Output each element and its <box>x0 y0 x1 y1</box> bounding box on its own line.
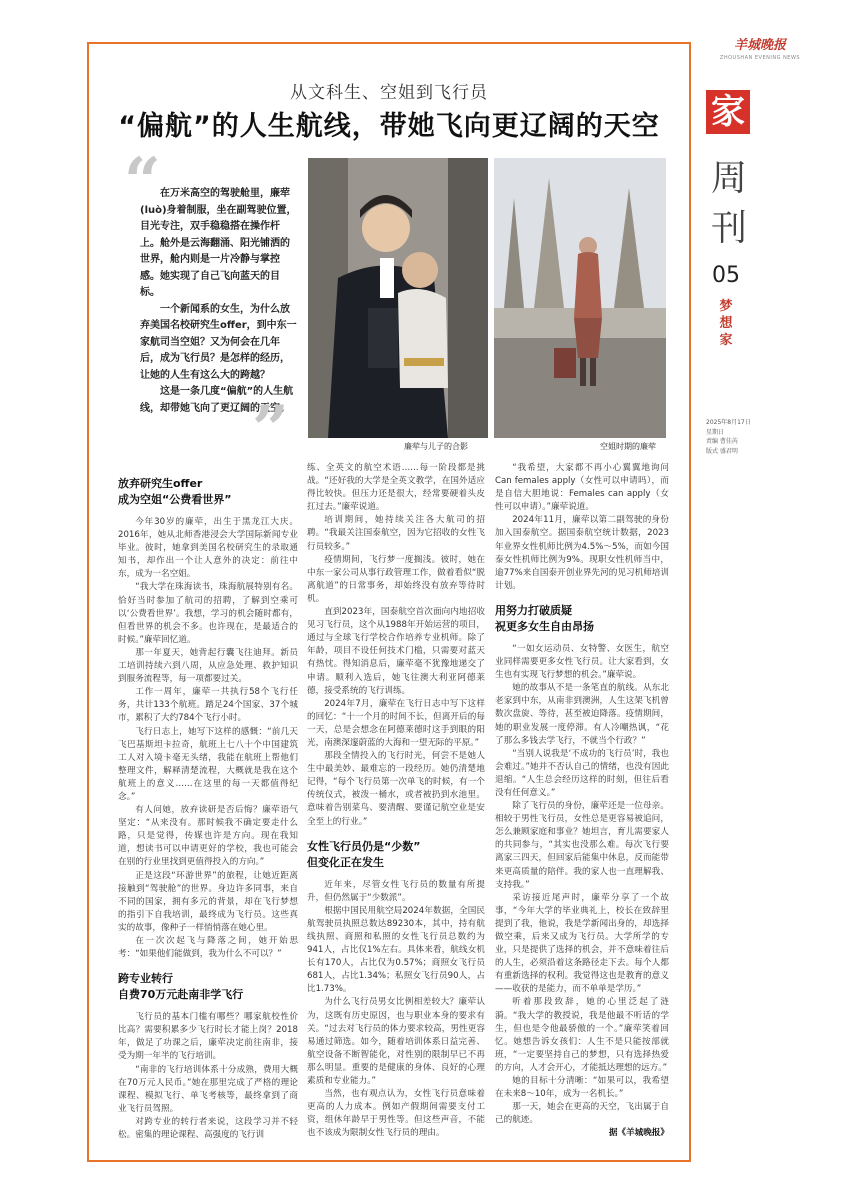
article-column-3 <box>495 462 669 1141</box>
photo-flight-attendant <box>494 158 666 438</box>
section-heading: 跨专业转行 自费70万元赴南非学飞行 <box>118 972 244 1002</box>
body-paragraph: 她的故事从不是一条笔直的航线。从东北老家到中东，从南非到澳洲，人生这架飞机曾数次盘旋、等待，甚至被迫降落。疫情期间，她的职业发展一度停滞。有人冷嘲热讽，“花了那么多钱去学飞行，不就当个行政？” <box>495 683 669 746</box>
body-paragraph: 对跨专业的转行者来说，这段学习并不轻松。密集的理论课程、高强度的飞行训 <box>118 1116 298 1141</box>
body-paragraph: 那一年夏天，她背起行囊飞往迪拜。新员工培训持续六到八周，从应急处理、救护知识到服务流程等，每一项都要过关。 <box>118 647 298 685</box>
body-paragraph: 当然，也有观点认为，女性飞行员意味着更高的人力成本。例如产假期间需要支付工资，组休年龄早于男性等。但这些声音，不能也不该成为限制女性飞行员的理由。 <box>307 1089 485 1139</box>
lead-paragraphs <box>140 186 298 417</box>
body-paragraph: 培训期间，她持续关注各大航司的招聘。“我最关注国泰航空，因为它招收的女性飞行员较多。” <box>307 515 485 552</box>
newspaper-logo-en: ZHOUSHAN EVENING NEWS <box>719 55 801 61</box>
source-signature: 据《羊城晚报》 <box>608 1128 669 1139</box>
issue-layout: 版式 盛君明 <box>706 447 738 455</box>
article-subtitle: 从文科生、空姐到飞行员 <box>290 83 488 103</box>
body-paragraph: 根据中国民用航空局2024年数据，全国民航驾驶员执照总数达89230本，其中，持有航线执照、商照和私照的女性飞行员总数约为941人，占比仅1%左右。具体来看，航线女机长有170人，占比仅为0.57%；商照女飞行员681人，占比1.34%；私照女飞行员90人，占比1.73%。 <box>307 905 485 995</box>
body-paragraph: 为什么飞行员男女比例相差较大？廉荦认为，这既有历史原因，也与职业本身的要求有关。“过去对飞行员的体力要求较高，男性更容易通过筛选。如今，随着培训体系日益完善、航空设备不断智能化，对性别的限制早已不再那么明显。重要的是健康的身体、良好的心理素质和专业能力。” <box>307 997 485 1087</box>
body-paragraph: 飞行日志上，她写下这样的感慨：“前几天飞巴基斯坦卡拉奇，航班上七八十个中国建筑工人对入境卡毫无头绪，我能在航班上帮他们整理文件，解释清楚流程，大概就是我在这个航班上的意义……在这里的每一天都值得纪念。” <box>118 726 298 802</box>
body-paragraph: 直到2023年，国泰航空首次面向内地招收见习飞行员，这个从1988年开始运营的项目，通过与全球飞行学校合作培养专业机师。除了年龄，项目不设任何技术门槛，只需要对蓝天有热忱。得知消息后，廉荦毫不犹豫地递交了申请。顺利入选后，她飞往澳大利亚阿德莱德，接受系统的飞行训练。 <box>307 607 485 696</box>
body-paragraph: 工作一周年，廉荦一共执行58个飞行任务，共计133个航班。踏足24个国家、37个城市，累积了大约784个飞行小时。 <box>118 687 298 724</box>
photo-mother-and-son <box>308 158 488 438</box>
body-paragraph: 采访接近尾声时，廉荦分享了一个故事，“今年大学的毕业典礼上，校长在致辞里提到了我，他说，我是学新闻出身的，却选择做空乘，后来又成为飞行员。大学所学的专业，只是提供了选择的机会，并不意味着往后的人生，必须沿着这条路径走下去。每个人都有重新选择的权利。我觉得这也是教育的意义——收获的是能力，而不单单是学历。” <box>495 892 669 995</box>
body-paragraph: 飞行员的基本门槛有哪些？哪家航校性价比高？需要积累多少飞行时长才能上岗？2018年，做足了功课之后，廉荦决定前往南非，接受为期一年半的飞行培训。 <box>118 1012 298 1062</box>
supplement-char-issue: 刊 <box>710 208 747 249</box>
body-paragraph: 练、全英文的航空术语……每一阶段都是挑战。“还好我的大学是全英文教学，在国外适应得比较快。但压力还是很大，经常要硬着头皮扛过去。”廉荦说道。 <box>307 463 485 513</box>
body-paragraph: “南非的飞行培训体系十分成熟，费用大概在70万元人民币。”她在那里完成了严格的理论课程、模拟飞行、单飞考核等，最终拿到了商业飞行员驾照。 <box>118 1064 298 1114</box>
quote-open-icon: “ <box>124 144 161 219</box>
article-column-2 <box>307 462 485 1141</box>
lead-paragraph: 一个新闻系的女生，为什么放弃美国名校研究生offer，到中东一家航司当空姐？又为何会在几年后，成为飞行员？是怎样的经历，让她的人生有这么大的跨越？ <box>140 303 297 381</box>
body-paragraph: 正是这段“环游世界”的旅程，让她近距离接触到“驾驶舱”的世界。身边许多同事，来自不同的国家，拥有多元的背景，却在飞行梦想的指引下自我培训，最终成为飞行员。这些真实的故事，像种子一样悄悄落在她心里。 <box>118 870 298 933</box>
lead-paragraph: 在万米高空的驾驶舱里，廉荦(luò)身着制服，坐在副驾驶位置，目光专注，双手稳稳搭在操作杆上。舱外是云海翻涌、阳光铺洒的世界，舱内则是一片冷静与掌控感。她实现了自己飞向蓝天的目标。 <box>140 188 297 298</box>
body-paragraph: 那段全情投入的飞行时光，何尝不是她人生中最美妙、最难忘的一段经历。她仍清楚地记得，“每个飞行员第一次单飞的时候，有一个传统仪式，被泼一桶水，或者被扔到水池里。意味着告别菜鸟、要清醒、要谨记航空业是安全至上的行业。” <box>307 751 485 827</box>
section-char: 想 <box>719 316 733 331</box>
body-paragraph: 有人问她，放弃读研是否后悔？廉荦语气坚定：“从来没有。那时候我不确定要走什么路，只是觉得，传媒也许是方向。现在我知道，想读书可以申请更好的学校，我也可能会在别的行业里找到更值得投入的方向。” <box>118 805 298 868</box>
lead-paragraph: 这是一条几度“偏航”的人生航线，却带她飞向了更辽阔的天空。 <box>140 386 294 414</box>
body-paragraph: “当别人说我是‘不成功的飞行员’时，我也会难过。”她并不否认自己的情绪，也没有因此退缩。“人生总会经历这样的时刻，但往后看没有任何意义。” <box>495 748 669 798</box>
body-paragraph: 今年30岁的廉荦，出生于黑龙江大庆。2016年，她从北师香港浸会大学国际新闻专业毕业。彼时，她拿到美国名校研究生的录取通知书，却作出一个让人意外的决定：前往中东，成为一名空姐。 <box>118 517 298 580</box>
photo-mother-and-son-illustration <box>308 158 488 438</box>
section-char: 家 <box>719 333 733 348</box>
photo-caption: 空姐时期的廉荦 <box>600 442 656 451</box>
masthead <box>710 34 810 62</box>
supplement-char-home: 家 <box>706 90 750 134</box>
supplement-char-week: 周 <box>710 158 747 199</box>
section-heading: 女性飞行员仍是“少数” 但变化正在发生 <box>307 839 421 869</box>
photo-flight-attendant-illustration <box>494 158 666 438</box>
section-heading: 放弃研究生offer 成为空姐“公费看世界” <box>118 477 232 506</box>
body-paragraph: “我希望，大家都不再小心翼翼地询问Can females apply（女性可以申请吗），而是自信大胆地说：Females can apply（女性可以申请）。”廉荦说道。 <box>495 463 669 513</box>
body-paragraph: 在一次次起飞与降落之间，她开始思考：“如果他们能做到，我为什么不可以？” <box>118 936 298 960</box>
body-paragraph: 疫情期间，飞行梦一度搁浅。彼时，她在中东一家公司从事行政管理工作，做着看似“脱离航道”的日常事务，却始终没有放弃等待时机。 <box>307 554 485 604</box>
body-paragraph: 2024年11月，廉荦以第二副驾驶的身份加入国泰航空。据国泰航空统计数据，2023年业界女性机师比例为4.5%～5%，而如今国泰女性机师比例为9%。现职女性机师当中，逾77%来自国泰开创业界先河的见习机师培训计划。 <box>495 515 669 591</box>
body-paragraph: 她的目标十分清晰：“如果可以，我希望在未来8～10年，成为一名机长。” <box>495 1076 669 1100</box>
body-paragraph: “一如女运动员、女特警、女医生，航空业同样需要更多女性飞行员。让大家看到，女生也有实现飞行梦想的机会。”廉荦说。 <box>495 643 669 681</box>
article-title: “偏航”的人生航线，带她飞向更辽阔的天空 <box>118 111 660 142</box>
photo-caption: 廉荦与儿子的合影 <box>404 442 468 451</box>
body-paragraph: 2024年7月，廉荦在飞行日志中写下这样的回忆：“十一个月的时间不长，但离开后的每一天，总是会想念在阿德莱德时这手到眼的阳光，南澳深邃蔚蓝的大海和一望无际的平原。” <box>307 698 485 748</box>
section-char: 梦 <box>719 299 733 314</box>
issue-info <box>706 418 751 456</box>
body-paragraph: 近年来，尽管女性飞行员的数量有所提升，但仍然属于“少数派”。 <box>307 879 485 903</box>
newspaper-logo: 羊城晚报 <box>733 38 786 53</box>
quote-close-icon: ” <box>252 392 289 467</box>
issue-weekday: 星期日 <box>706 428 725 436</box>
page-number: 05 <box>712 263 740 288</box>
body-paragraph: 听着那段致辞，她的心里泛起了涟漪。“我大学的教授说，我是他最不听话的学生，但也是令他最骄傲的一个。”廉荦笑着回忆。她想告诉女孩们：人生不是只能按部就班，“一定要坚持自己的梦想，只有选择热爱的方向，人才会开心，才能抵达理想的远方。” <box>495 997 669 1073</box>
body-paragraph: 除了飞行员的身份，廉荦还是一位母亲。相较于男性飞行员，女性总是更容易被追问，怎么兼顾家庭和事业？她坦言，育儿需要家人的共同参与，“其实也没那么难。每次飞行要离家三四天，但回家后能集中休息，反而能带来更高质量的陪伴。我的家人也一直理解我、支持我。” <box>495 801 669 890</box>
body-paragraph: “我大学在珠海读书，珠海航展特别有名。恰好当时参加了航司的招聘，了解到空乘可以‘公费看世界’。我想，学习的机会随时都有，但看世界的机会不多。也许现在，是最适合的时候。”廉荦回忆道。 <box>118 582 298 645</box>
body-paragraph: 那一天，她会在更高的天空，飞出属于自己的航迹。 <box>495 1102 669 1126</box>
issue-editor: 责编 曹佳芮 <box>706 438 738 445</box>
section-name <box>715 298 737 349</box>
article-column-1 <box>118 462 298 1142</box>
issue-date: 2025年8月17日 <box>706 419 751 426</box>
section-heading: 用努力打破质疑 祝更多女生自由昂扬 <box>495 603 594 633</box>
